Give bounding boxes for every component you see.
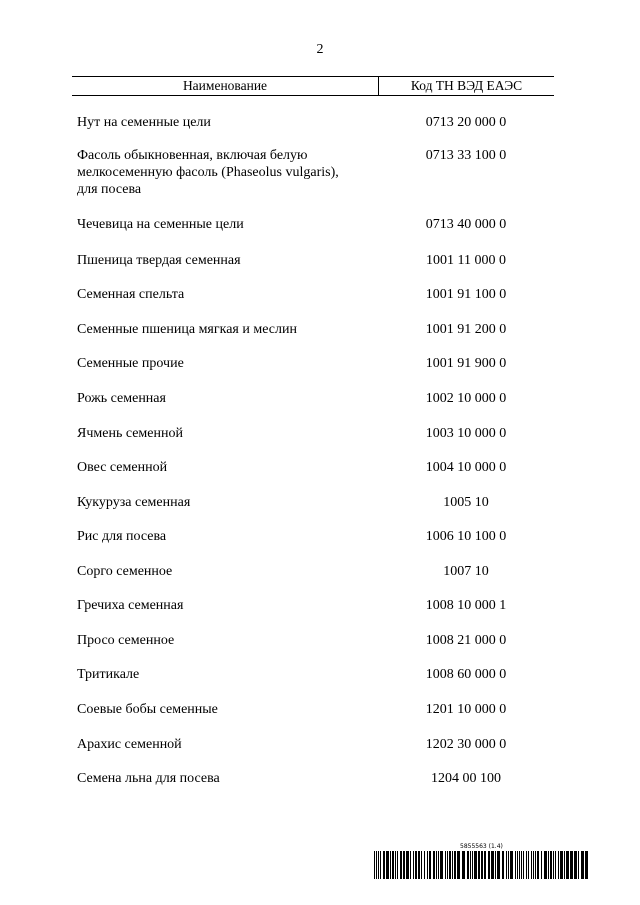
table-row <box>72 701 554 718</box>
row-name <box>72 563 378 580</box>
table-row <box>72 355 554 372</box>
row-name-line: мелкосеменную фасоль (Phaseolus vulgaris), <box>77 165 339 180</box>
row-name <box>72 701 378 718</box>
table-row <box>72 390 554 407</box>
table-row <box>72 632 554 649</box>
row-name <box>72 666 378 683</box>
row-name-line: для посева <box>77 182 142 197</box>
table-header <box>72 76 554 96</box>
table-row <box>72 321 554 338</box>
table-row <box>72 425 554 442</box>
row-name-line: Пшеница твердая семенная <box>77 253 241 268</box>
table-row <box>72 216 554 233</box>
header-name: Наименование <box>72 77 379 95</box>
row-code: 1008 60 000 0 <box>425 667 507 682</box>
row-name <box>72 286 378 303</box>
row-name-line: Семенные прочие <box>77 356 184 371</box>
row-name-line: Соевые бобы семенные <box>77 702 218 717</box>
table-row <box>72 528 554 545</box>
row-name <box>72 216 378 233</box>
row-name-line: Чечевица на семенные цели <box>77 217 244 232</box>
row-code: 0713 40 000 0 <box>425 217 507 232</box>
row-name <box>72 770 378 787</box>
row-code: 1001 91 200 0 <box>425 322 507 337</box>
row-name <box>72 459 378 476</box>
row-code: 1001 11 000 0 <box>426 253 506 268</box>
row-name-line: Гречиха семенная <box>77 598 184 613</box>
row-name-line: Кукуруза семенная <box>77 495 191 510</box>
row-code: 1201 10 000 0 <box>425 702 507 717</box>
row-name <box>72 252 378 269</box>
row-name-line: Овес семенной <box>77 460 168 475</box>
table-row <box>72 459 554 476</box>
row-name <box>72 355 378 372</box>
table-row <box>72 286 554 303</box>
table-row <box>72 563 554 580</box>
row-name-line: Рожь семенная <box>77 391 166 406</box>
row-name-line: Тритикале <box>77 667 140 682</box>
row-name-line: Арахис семенной <box>77 737 182 752</box>
row-code: 1003 10 000 0 <box>425 426 507 441</box>
row-code: 1004 10 000 0 <box>425 460 507 475</box>
row-code: 1002 10 000 0 <box>425 391 507 406</box>
row-code: 1204 00 100 <box>431 771 501 786</box>
row-code: 0713 33 100 0 <box>425 148 507 163</box>
row-code: 1005 10 <box>443 495 489 510</box>
row-name <box>72 597 378 614</box>
table-row <box>72 494 554 511</box>
row-name <box>72 736 378 753</box>
row-name-line: Рис для посева <box>77 529 167 544</box>
barcode-caption: 5855563 (1.4) <box>460 843 503 850</box>
row-name-line: Ячмень семенной <box>77 426 183 441</box>
table-row <box>72 736 554 753</box>
row-name-line: Просо семенное <box>77 633 175 648</box>
page-number: 2 <box>316 42 324 57</box>
row-name-line: Семена льна для посева <box>77 771 220 786</box>
header-code: Код ТН ВЭД ЕАЭС <box>410 78 523 93</box>
row-name-line: Семенные пшеница мягкая и меслин <box>77 322 297 337</box>
row-code: 1008 10 000 1 <box>425 598 507 613</box>
row-name-line: Фасоль обыкновенная, включая белую <box>77 148 308 163</box>
barcode-image <box>374 851 592 879</box>
row-name <box>72 390 378 407</box>
row-code: 1008 21 000 0 <box>425 633 507 648</box>
barcode <box>374 843 592 879</box>
row-code: 1202 30 000 0 <box>425 737 507 752</box>
codes-table <box>72 76 554 786</box>
row-code: 1006 10 100 0 <box>425 529 507 544</box>
row-name <box>72 114 378 131</box>
row-name <box>72 528 378 545</box>
table-row <box>72 666 554 683</box>
row-name-line: Нут на семенные цели <box>77 115 211 130</box>
row-name <box>72 147 378 198</box>
row-name <box>72 494 378 511</box>
table-row <box>72 252 554 269</box>
row-name <box>72 425 378 442</box>
row-name <box>72 321 378 338</box>
table-row <box>72 114 554 131</box>
row-code: 0713 20 000 0 <box>425 115 507 130</box>
row-code: 1001 91 100 0 <box>425 287 507 302</box>
row-name-line: Сорго семенное <box>77 564 173 579</box>
table-row <box>72 597 554 614</box>
row-code: 1001 91 900 0 <box>425 356 507 371</box>
row-name-line: Семенная спельта <box>77 287 185 302</box>
table-row <box>72 770 554 787</box>
table-row <box>72 147 554 198</box>
row-code: 1007 10 <box>443 564 489 579</box>
row-name <box>72 632 378 649</box>
